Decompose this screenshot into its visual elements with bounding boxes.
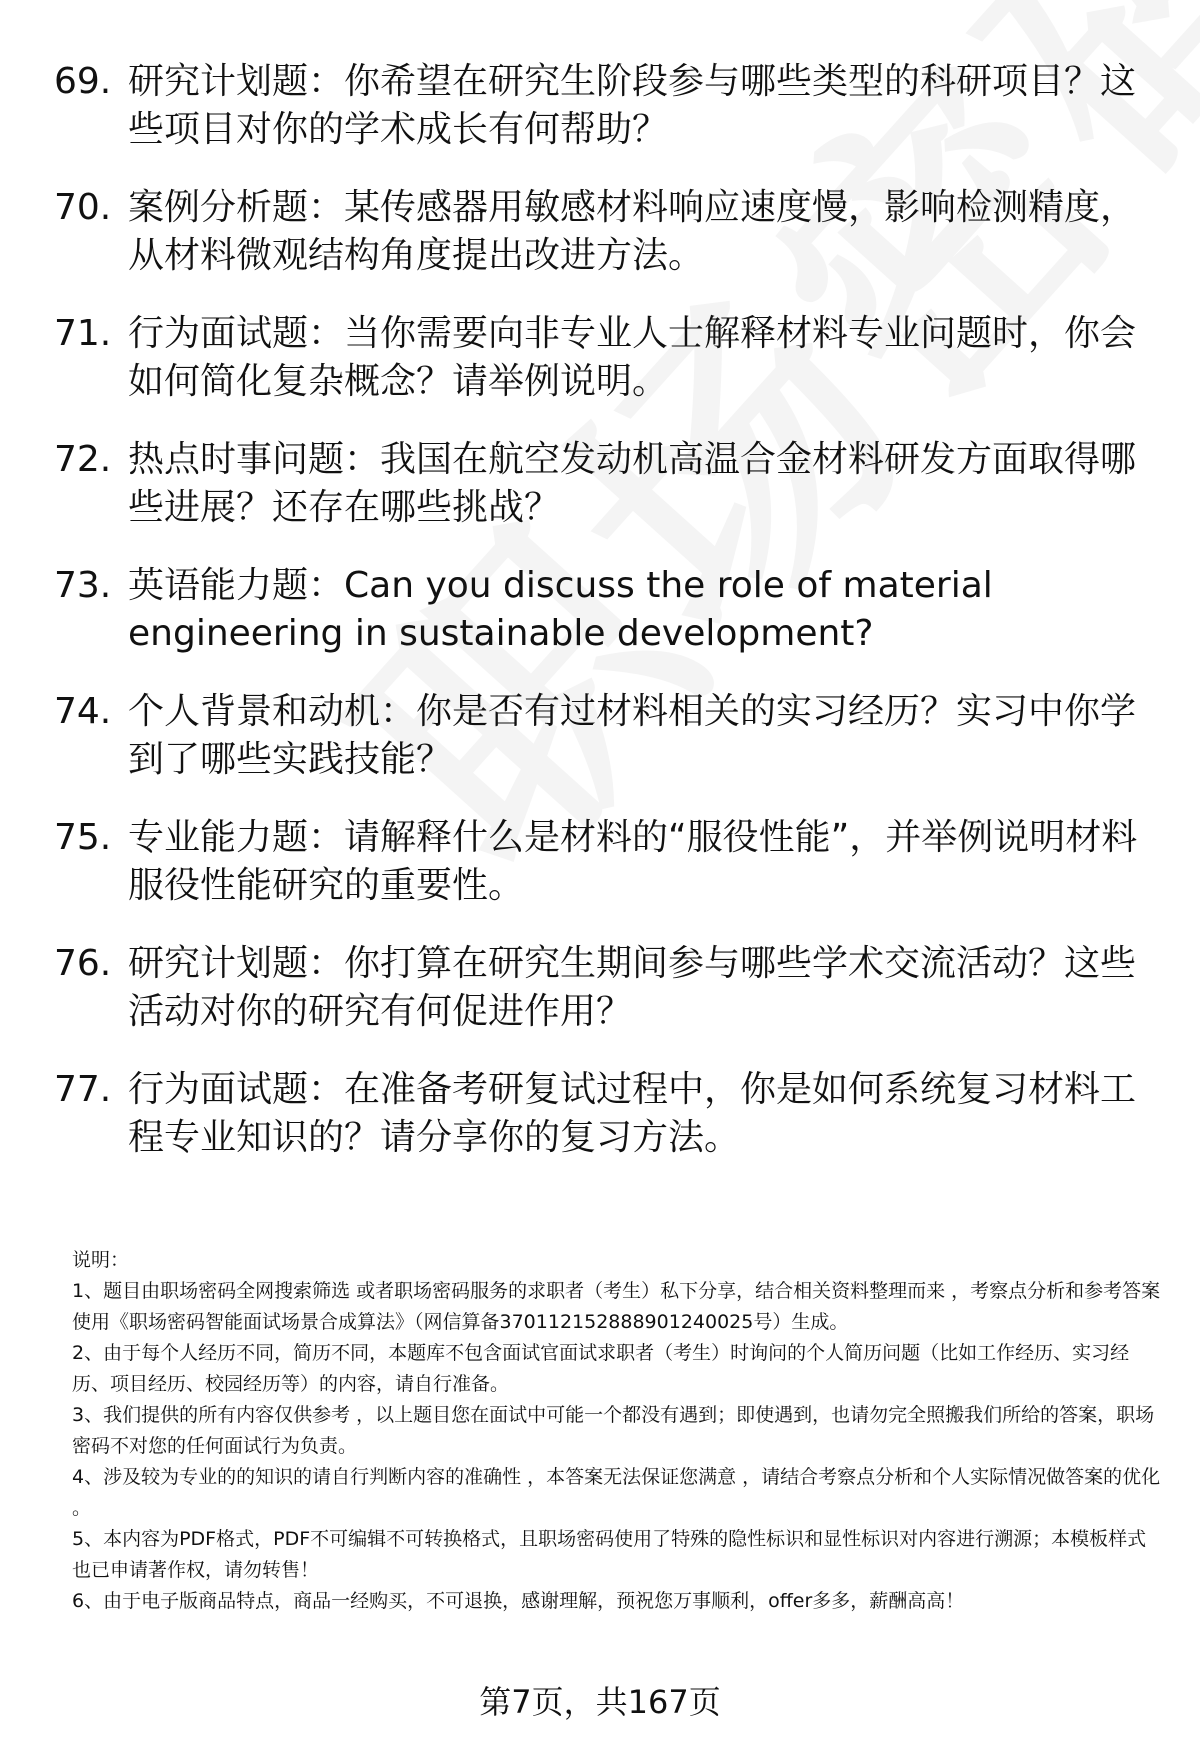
question-number: 71. [54,313,112,354]
page-number: 第7页，共167页 [479,1683,721,1721]
note-item: 5、本内容为PDF格式，PDF不可编辑不可转换格式，且职场密码使用了特殊的隐性标识和显性标识对内容进行溯源；本模板样式也已申请著作权，请勿转售！ [72,1528,1147,1581]
question-item [0,58,1200,154]
question-list [0,58,1200,1192]
question-text: 英语能力题：Can you discuss the role of material engineering in sustainable development? [128,565,993,654]
note-item: 3、我们提供的所有内容仅供参考 ，以上题目您在面试中可能一个都没有遇到；即使遇到，也请勿完全照搬我们所给的答案，职场密码不对您的任何面试行为负责。 [72,1404,1155,1457]
question-number: 72. [54,439,112,480]
question-number: 70. [54,187,112,228]
notes-title: 说明： [72,1249,130,1271]
question-text: 行为面试题：在准备考研复试过程中，你是如何系统复习材料工程专业知识的？请分享你的复习方法。 [128,1069,1137,1158]
question-number: 73. [54,565,112,606]
question-item [0,688,1200,784]
question-number: 69. [54,61,112,102]
question-number: 75. [54,817,112,858]
question-item [0,814,1200,910]
question-item [0,436,1200,532]
note-item: 2、由于每个人经历不同，简历不同，本题库不包含面试官面试求职者（考生）时询问的个人简历问题（比如工作经历、实习经历、项目经历、校园经历等）的内容，请自行准备。 [72,1342,1130,1395]
question-number: 74. [54,691,112,732]
question-text: 行为面试题：当你需要向非专业人士解释材料专业问题时，你会如何简化复杂概念？请举例说明。 [128,313,1137,402]
question-number: 77. [54,1069,112,1110]
question-item [0,310,1200,406]
question-text: 专业能力题：请解释什么是材料的“服役性能”，并举例说明材料服役性能研究的重要性。 [128,817,1138,906]
note-item: 4、涉及较为专业的的知识的请自行判断内容的准确性 ，本答案无法保证您满意 ，请结合考察点分析和个人实际情况做答案的优化 。 [72,1466,1161,1519]
question-text: 研究计划题：你打算在研究生期间参与哪些学术交流活动？这些活动对你的研究有何促进作用？ [128,943,1137,1032]
question-item [0,940,1200,1036]
note-item: 1、题目由职场密码全网搜索筛选 或者职场密码服务的求职者（考生）私下分享，结合相关资料整理而来 ，考察点分析和参考答案使用《职场密码智能面试场景合成算法》（网信算备370112152888901240025号）生成。 [72,1280,1161,1333]
question-item [0,1066,1200,1162]
question-item [0,562,1200,658]
note-item: 6、由于电子版商品特点，商品一经购买，不可退换，感谢理解，预祝您万事顺利，offer多多，薪酬高高！ [72,1590,965,1612]
question-item [0,184,1200,280]
question-text: 个人背景和动机：你是否有过材料相关的实习经历？实习中你学到了哪些实践技能？ [128,691,1137,780]
question-text: 研究计划题：你希望在研究生阶段参与哪些类型的科研项目？这些项目对你的学术成长有何帮助？ [128,61,1137,150]
question-text: 案例分析题：某传感器用敏感材料响应速度慢，影响检测精度，从材料微观结构角度提出改进方法。 [128,187,1137,276]
notes-section [72,1245,1162,1617]
question-number: 76. [54,943,112,984]
question-text: 热点时事问题：我国在航空发动机高温合金材料研发方面取得哪些进展？还存在哪些挑战？ [128,439,1137,528]
